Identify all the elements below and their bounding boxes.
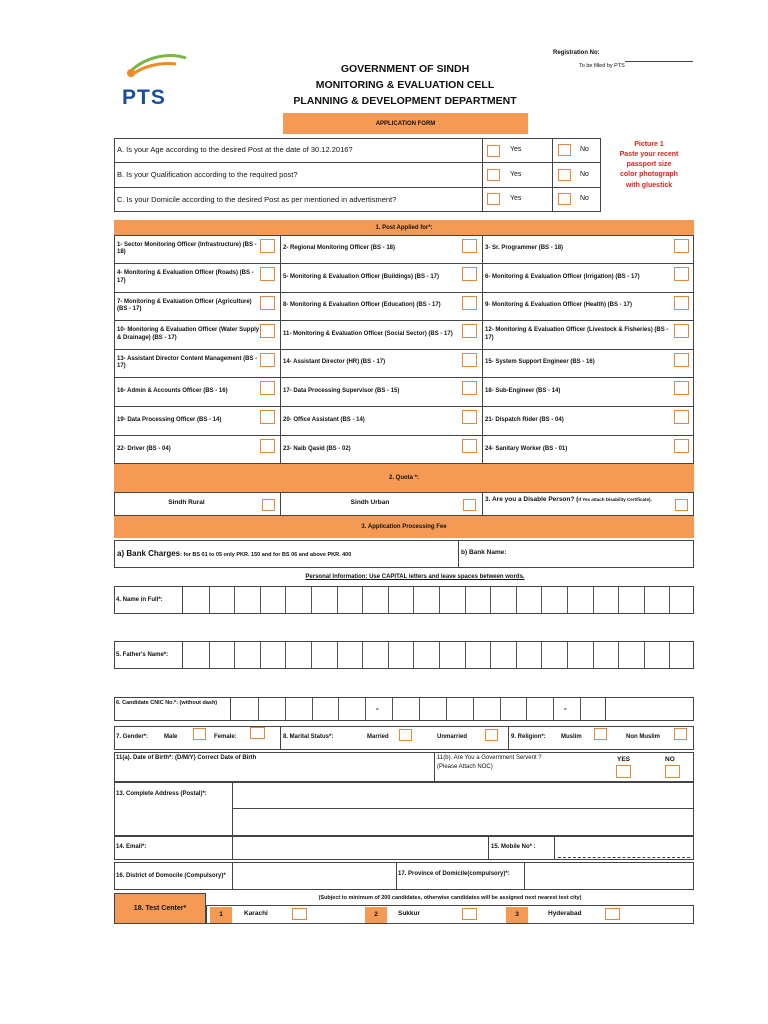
logo-text: PTS <box>122 86 166 109</box>
registration-label: Registration No: <box>553 50 600 56</box>
post-option-23: 23- Naib Qasid (BS - 02) <box>283 445 351 452</box>
govt-note: (Please Attach NOC) <box>437 764 493 770</box>
name-input-boxes[interactable] <box>182 586 694 614</box>
quota-urban-label: Sindh Urban <box>350 499 390 506</box>
post-17-checkbox[interactable] <box>462 381 477 395</box>
religion-non-muslim-label: Non Muslim <box>626 734 660 740</box>
post-option-22: 22- Driver (BS - 04) <box>117 445 171 452</box>
center-1-name: Karachi <box>244 910 268 917</box>
bank-name-label: b) Bank Name: <box>461 549 507 556</box>
picture-line-3: color photograph <box>620 171 678 179</box>
quota-disable-label: 3. Are you a Disable Person? (If Yes attach Disability Certificate). <box>485 496 652 503</box>
filled-by-note: To be filled by PTS <box>579 63 625 69</box>
email-label: 14. Email*: <box>116 844 147 850</box>
religion-muslim-checkbox[interactable] <box>594 728 607 740</box>
org-line-3: PLANNING & DEVELOPMENT DEPARTMENT <box>293 95 517 107</box>
govt-yes-checkbox[interactable] <box>616 765 631 778</box>
post-option-9: 9- Monitoring & Evaluation Officer (Health) (BS - 17) <box>485 302 633 309</box>
address-input[interactable] <box>233 783 693 835</box>
center-3-name: Hyderabad <box>548 910 582 917</box>
govt-no-label: NO <box>665 756 675 763</box>
post-option-24: 24- Sanitary Worker (BS - 01) <box>485 445 568 452</box>
post-14-checkbox[interactable] <box>462 353 477 367</box>
religion-non-muslim-checkbox[interactable] <box>674 728 687 740</box>
post-9-checkbox[interactable] <box>674 296 689 310</box>
gender-male-label: Male <box>164 734 178 740</box>
domicile-no-label: No <box>580 195 589 202</box>
post-2-checkbox[interactable] <box>462 239 477 253</box>
dob-label: 11(a). Date of Birth*: (D/M/Y) Correct Date of Birth <box>116 755 257 761</box>
province-label: 17. Province of Domicile(compulsory)*: <box>398 871 510 877</box>
post-7-checkbox[interactable] <box>260 296 275 310</box>
post-13-checkbox[interactable] <box>260 353 275 367</box>
post-option-8: 8- Monitoring & Evaluation Officer (Education) (BS - 17) <box>283 302 441 309</box>
eligibility-domicile-question: C. Is your Domicile according to the desired Post as per mentioned in advertisment? <box>117 194 397 204</box>
father-label: 5. Father's Name*: <box>116 652 169 658</box>
post-21-checkbox[interactable] <box>674 410 689 424</box>
section-quota: 2. Quota *: <box>114 464 694 492</box>
post-option-4: 4- Monitoring & Evaluation Officer (Roads) (BS - 17) <box>117 270 254 284</box>
test-center-row <box>206 905 694 924</box>
section-post-applied: 1. Post Applied for*: <box>114 220 694 235</box>
age-no-label: No <box>580 146 589 153</box>
post-option-7: 7- Monitoring & Evaluation Officer (Agriculture) (BS - 17) <box>117 298 252 312</box>
post-option-16: 16- Admin & Accounts Officer (BS - 16) <box>117 387 228 394</box>
test-center-note: (Subject to minimum of 200 candidates, otherwise candidates will be assigned next nearest test city) <box>318 895 582 901</box>
qualification-yes-checkbox[interactable] <box>487 169 500 181</box>
post-option-11: 11- Monitoring & Evaluation Officer (Social Sector) (BS - 17) <box>283 330 453 337</box>
marital-label: 8. Marital Status*: <box>283 734 334 740</box>
quota-rural-label: Sindh Rural <box>168 499 205 506</box>
gender-female-label: Female: <box>214 734 237 740</box>
email-input[interactable] <box>233 837 487 859</box>
quota-disable-checkbox[interactable] <box>675 499 688 511</box>
test-center-label: 18. Test Center* <box>114 893 206 924</box>
post-22-checkbox[interactable] <box>260 439 275 453</box>
center-1-number: 1 <box>210 907 232 923</box>
eligibility-qualification-question: B. Is your Qualification according to the required post? <box>117 169 298 179</box>
post-20-checkbox[interactable] <box>462 410 477 424</box>
post-option-17: 17- Data Processing Supervisor (BS - 15) <box>283 387 400 394</box>
cnic-dash-1: - <box>376 704 379 713</box>
qualification-no-checkbox[interactable] <box>558 169 571 181</box>
district-input[interactable] <box>233 863 395 889</box>
govt-no-checkbox[interactable] <box>665 765 680 778</box>
cnic-label: 6. Candidate CNIC No.*: (without dash) <box>116 700 218 706</box>
org-line-1: GOVERNMENT OF SINDH <box>340 63 470 75</box>
gender-male-checkbox[interactable] <box>193 728 206 740</box>
marital-unmarried-label: Unmarried <box>437 734 468 740</box>
age-yes-checkbox[interactable] <box>487 145 500 157</box>
post-option-15: 15- System Support Engineer (BS - 16) <box>485 359 595 366</box>
post-option-21: 21- Dispatch Rider (BS - 04) <box>485 416 564 423</box>
religion-label: 9. Religion*: <box>511 734 546 740</box>
post-option-13: 13- Assistant Director Content Management (BS - 17) <box>117 355 258 369</box>
eligibility-age-question: A. Is your Age according to the desired Post at the date of 30.12.2016? <box>117 145 353 155</box>
picture-line-4: with gluestick <box>625 181 673 189</box>
domicile-yes-checkbox[interactable] <box>487 193 500 205</box>
post-option-14: 14- Assistant Director (HR) (BS - 17) <box>283 359 386 366</box>
name-label: 4. Name in Full*: <box>116 597 163 603</box>
picture-line-2: passport size <box>626 161 672 169</box>
post-option-18: 18- Sub-Engineer (BS - 14) <box>485 387 561 394</box>
post-option-3: 3- Sr. Programmer (BS - 18) <box>485 245 564 252</box>
quota-urban-checkbox[interactable] <box>463 499 476 511</box>
post-option-1: 1- Sector Monitoring Officer (Infrastructure) (BS - 18) <box>117 241 257 255</box>
pts-logo <box>118 52 188 112</box>
post-option-2: 2- Regional Monitoring Officer (BS - 18) <box>283 245 396 252</box>
mobile-label: 15. Mobile No* : <box>491 844 536 850</box>
govt-question: 11(b). Are You a Government Servent ? <box>437 755 542 761</box>
post-24-checkbox[interactable] <box>674 439 689 453</box>
post-19-checkbox[interactable] <box>260 410 275 424</box>
cnic-input-boxes[interactable] <box>230 697 606 721</box>
center-3-checkbox[interactable] <box>605 908 620 920</box>
mobile-input[interactable] <box>555 837 693 859</box>
qualification-yes-label: Yes <box>510 171 522 178</box>
religion-muslim-label: Muslim <box>561 734 582 740</box>
qualification-no-label: No <box>580 171 589 178</box>
address-label: 13. Complete Address (Postal)*: <box>116 791 207 797</box>
post-18-checkbox[interactable] <box>674 381 689 395</box>
post-16-checkbox[interactable] <box>260 381 275 395</box>
post-4-checkbox[interactable] <box>260 267 275 281</box>
gender-female-checkbox[interactable] <box>250 727 265 739</box>
gender-label: 7. Gender*: <box>116 734 149 740</box>
post-option-6: 6- Monitoring & Evaluation Officer (Irrigation) (BS - 17) <box>485 273 640 280</box>
picture-line-1: Paste your recent <box>619 151 679 159</box>
post-option-12: 12- Monitoring & Evaluation Officer (Livestock & Fisheries) (BS - 17) <box>485 327 669 341</box>
center-3-number: 3 <box>506 907 528 923</box>
marital-married-label: Married <box>367 734 389 740</box>
post-6-checkbox[interactable] <box>674 267 689 281</box>
personal-info-heading: Personal Information: Use CAPITAL letters and leave spaces between words. <box>305 574 525 580</box>
post-8-checkbox[interactable] <box>462 296 477 310</box>
age-no-checkbox[interactable] <box>558 144 571 156</box>
province-input[interactable] <box>525 863 693 889</box>
post-3-checkbox[interactable] <box>674 239 689 253</box>
center-2-number: 2 <box>365 907 387 923</box>
domicile-no-checkbox[interactable] <box>558 193 571 205</box>
center-2-checkbox[interactable] <box>462 908 477 920</box>
post-option-20: 20- Office Assistant (BS - 14) <box>283 416 365 423</box>
cnic-dash-2: - <box>564 704 567 713</box>
post-11-checkbox[interactable] <box>462 324 477 338</box>
post-option-5: 5- Monitoring & Evaluation Officer (Buildings) (BS - 17) <box>283 273 440 280</box>
govt-yes-label: YES <box>617 756 631 763</box>
marital-unmarried-checkbox[interactable] <box>485 729 498 741</box>
post-12-checkbox[interactable] <box>674 324 689 338</box>
post-option-10: 10- Monitoring & Evaluation Officer (Water Supply & Drainage) (BS - 17) <box>117 327 260 341</box>
post-5-checkbox[interactable] <box>462 267 477 281</box>
picture-title: Picture 1 <box>634 141 664 148</box>
quota-rural-checkbox[interactable] <box>262 499 275 511</box>
bank-charges-label: a) Bank Charges: for BS 01 to 05 only PKR. 150 and for BS 06 and above PKR. 400 <box>117 549 352 558</box>
center-2-name: Sukkur <box>398 910 421 917</box>
domicile-yes-label: Yes <box>510 195 522 202</box>
post-1-checkbox[interactable] <box>260 239 275 253</box>
district-label: 16. District of Domocile (Compulsory)* <box>116 873 226 879</box>
post-10-checkbox[interactable] <box>260 324 275 338</box>
form-title: APPLICATION FORM <box>283 113 528 134</box>
father-input-boxes[interactable] <box>182 641 694 669</box>
picture-box <box>605 140 693 210</box>
age-yes-label: Yes <box>510 146 522 153</box>
org-line-2: MONITORING & EVALUATION CELL <box>315 79 495 91</box>
post-option-19: 19- Data Processing Officer (BS - 14) <box>117 416 222 423</box>
post-15-checkbox[interactable] <box>674 353 689 367</box>
marital-married-checkbox[interactable] <box>399 729 412 741</box>
post-23-checkbox[interactable] <box>462 439 477 453</box>
center-1-checkbox[interactable] <box>292 908 307 920</box>
section-fee: 3. Application Processing Fee <box>114 516 694 538</box>
